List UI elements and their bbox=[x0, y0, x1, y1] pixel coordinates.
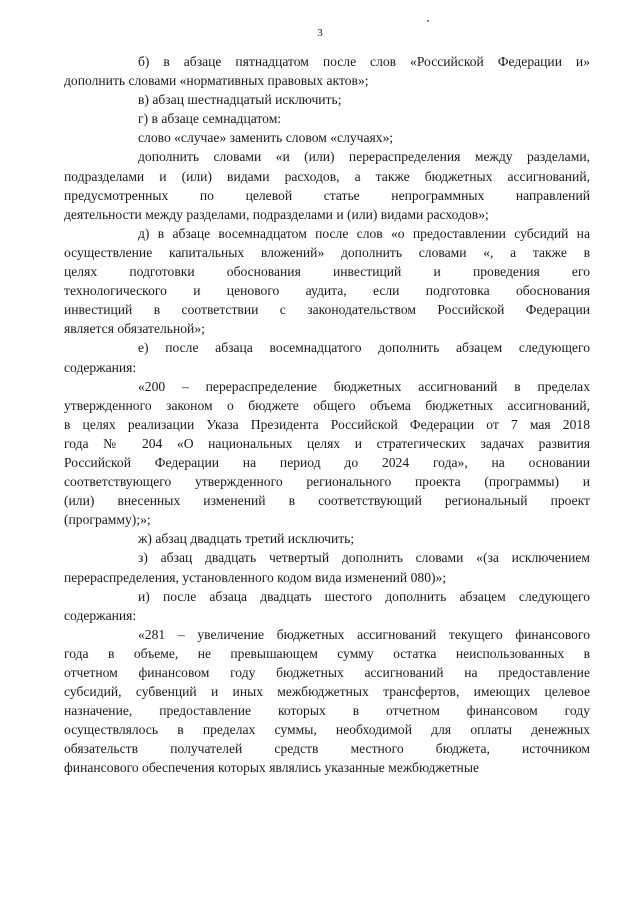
paragraph bbox=[64, 224, 590, 339]
text-line: финансового обеспечения которых являлись указанные межбюджетные bbox=[64, 760, 479, 776]
text-line: деятельности между разделами, подразделами и (или) видами расходов»; bbox=[64, 206, 489, 222]
paragraph bbox=[64, 625, 590, 778]
text-line: д) в абзаце восемнадцатом после слов «о предоставлении субсидий на bbox=[138, 225, 590, 241]
text-line: содержания: bbox=[64, 359, 137, 375]
text-line: и) после абзаца двадцать шестого дополнить абзацем следующего bbox=[138, 588, 590, 604]
text-line: в целях реализации Указа Президента Российской Федерации от 7 мая 2018 bbox=[64, 416, 590, 432]
text-line: содержания: bbox=[64, 607, 137, 623]
paragraph bbox=[101, 529, 590, 548]
text-line: ж) абзац двадцать третий исключить; bbox=[138, 531, 355, 547]
text-line: утвержденного законом о бюджете общего объема бюджетных ассигнований, bbox=[64, 397, 590, 413]
paragraph bbox=[64, 338, 590, 376]
text-line: слово «случае» заменить словом «случаях»; bbox=[138, 130, 394, 146]
text-line: дополнить словами «и (или) перераспределения между разделами, bbox=[138, 149, 590, 165]
text-line: субсидий, субвенций и иных межбюджетных трансфертов, имеющих целевое bbox=[64, 684, 590, 700]
text-line: назначение, предоставление которых в отчетном финансовом году bbox=[64, 703, 590, 719]
text-line: целях подготовки обоснования инвестиций и проведения его bbox=[64, 264, 590, 280]
text-line: отчетном финансовом году бюджетных ассигнований на предоставление bbox=[64, 665, 590, 680]
text-line: предусмотренных по целевой статье непрограммных направлений bbox=[64, 187, 590, 203]
document-body bbox=[64, 52, 590, 778]
paragraph bbox=[64, 548, 590, 586]
text-line: з) абзац двадцать четвертый дополнить словами «(за исключением bbox=[138, 550, 590, 566]
text-line: обязательств получателей средств местного бюджета, источником bbox=[64, 741, 590, 757]
paragraph bbox=[101, 128, 590, 147]
text-line: (или) внесенных изменений в соответствующий региональный проект bbox=[64, 493, 590, 509]
text-line: технологического и ценового аудита, если подготовка обоснования bbox=[64, 283, 590, 299]
text-line: б) в абзаце пятнадцатом после слов «Российской Федерации и» bbox=[138, 54, 590, 69]
text-line: «281 – увеличение бюджетных ассигнований текущего финансового bbox=[138, 626, 590, 642]
text-line: «200 – перераспределение бюджетных ассигнований в пределах bbox=[138, 378, 590, 394]
text-line: соответствующего утвержденного регионального проекта (программы) и bbox=[64, 474, 590, 490]
paragraph bbox=[64, 52, 590, 90]
paragraph bbox=[64, 377, 590, 530]
text-line: инвестиций в соответствии с законодательством Российской Федерации bbox=[64, 302, 590, 318]
text-line: является обязательной»; bbox=[64, 321, 205, 337]
text-line: года в объеме, не превышающем сумму остатка неиспользованных в bbox=[64, 645, 590, 661]
text-line: дополнить словами «нормативных правовых актов»; bbox=[64, 73, 369, 89]
page-number: 3 bbox=[317, 27, 323, 39]
paragraph bbox=[101, 90, 590, 109]
text-line: подразделами и (или) видами расходов, а также бюджетных ассигнований, bbox=[64, 168, 590, 184]
paragraph bbox=[64, 587, 590, 625]
text-line: перераспределения, установленного кодом вида изменений 080)»; bbox=[64, 569, 447, 585]
text-line: осуществлялось в пределах суммы, необходимой для оплаты денежных bbox=[64, 722, 590, 738]
text-line: Российской Федерации на период до 2024 года», на основании bbox=[64, 454, 590, 470]
text-line: (программу);»; bbox=[64, 512, 151, 528]
text-line: г) в абзаце семнадцатом: bbox=[138, 111, 282, 127]
text-line: осуществление капитальных вложений» дополнить словами «, а также в bbox=[64, 244, 590, 260]
scan-speck bbox=[427, 20, 429, 22]
text-line: е) после абзаца восемнадцатого дополнить абзацем следующего bbox=[138, 340, 590, 356]
paragraph bbox=[101, 109, 590, 128]
text-line: в) абзац шестнадцатый исключить; bbox=[138, 92, 342, 108]
paragraph bbox=[64, 147, 590, 223]
text-line: года № 204 «О национальных целях и стратегических задачах развития bbox=[64, 435, 590, 451]
